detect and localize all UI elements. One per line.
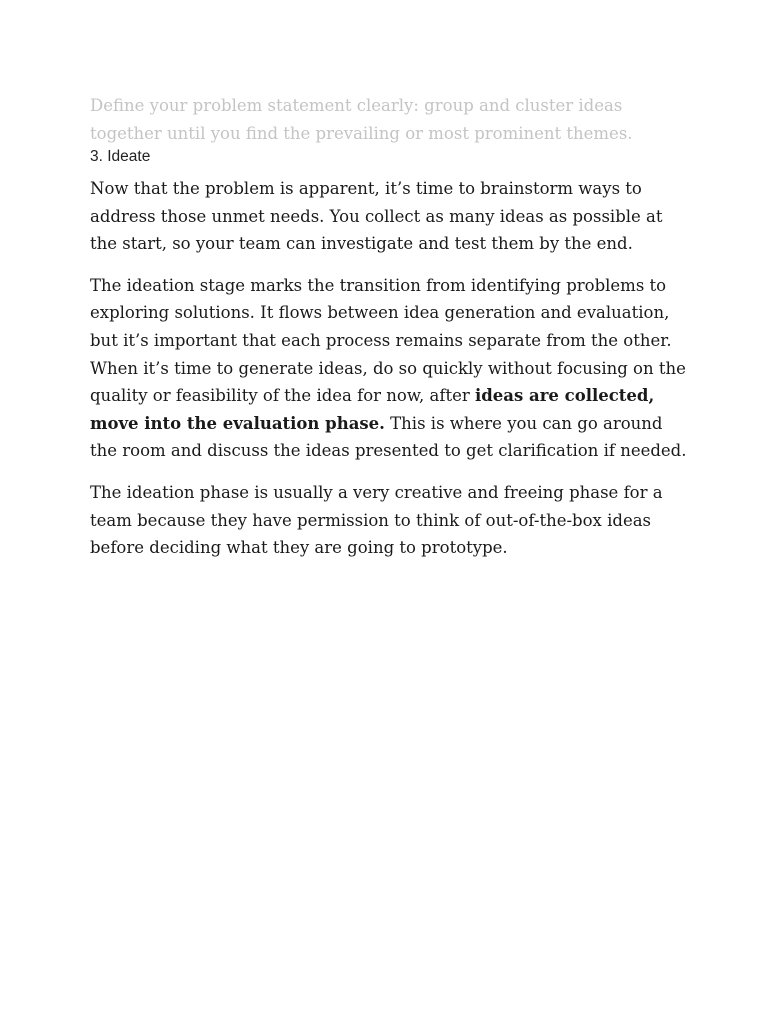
paragraph-1: Now that the problem is apparent, it’s time to brainstorm ways to address those unmet needs. You collect as many ideas as possible at the start, so your team can investigate and test them by the end.: [90, 179, 663, 254]
article-body: [90, 92, 690, 576]
paragraph-3: The ideation phase is usually a very creative and freeing phase for a team because they have permission to think of out-of-the-box ideas before deciding what they are going to prototype.: [90, 482, 663, 558]
step-heading: 3. Ideate: [90, 148, 151, 165]
paragraph-2-bold-text: ideas are collected, move into the evaluation phase.: [90, 386, 655, 433]
paragraph-2-text-before: The ideation stage marks the transition from identifying problems to exploring solutions. It flows between idea generation and evaluation, but it’s important that each process remains separate from the other. When it’s time to generate ideas, do so quickly without focusing on the quality or feasibility of the idea for now, after: [90, 275, 686, 406]
paragraph-2: [90, 272, 690, 465]
paragraph-2-text-after: This is where you can go around the room and discuss the ideas presented to get clarification if needed.: [90, 413, 687, 461]
faded-intro-text: Define your problem statement clearly: group and cluster ideas together until you find the prevailing or most prominent themes.: [90, 96, 633, 143]
